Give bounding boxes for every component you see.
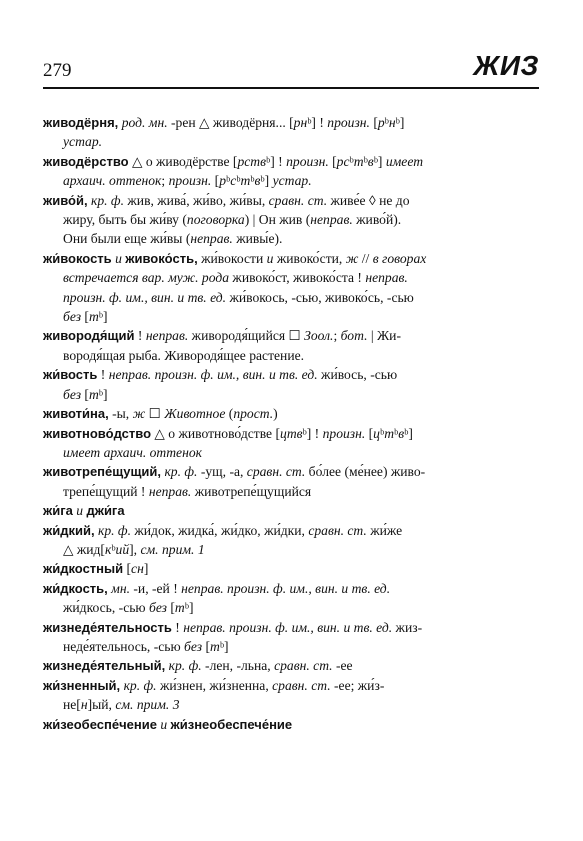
entry-continuation: без [тᵇ] — [63, 309, 108, 325]
dictionary-entry — [43, 501, 539, 520]
entry-continuation: встречается вар. муж. рода живоко́ст, живоко́ста ! неправ. — [63, 270, 408, 286]
entry-headline: жи́дкость, мн. -и, -ей ! неправ. произн. ф. им., вин. и тв. ед. — [43, 580, 391, 596]
entry-headline: жи́вость ! неправ. произн. ф. им., вин. и тв. ед. жи́вось, -сью — [43, 367, 398, 383]
entry-headline: живодёрня, род. мн. -рен △ живодёрня... [рнᵇ] ! произн. [рᵇнᵇ] — [43, 115, 405, 130]
entry-headline: жи́дкостный [сн] — [43, 561, 149, 577]
entry-headline: живородя́щий ! неправ. живородя́щийся ☐ Зоол.; бот. | Жи- — [43, 328, 401, 344]
entry-headline: живодёрство △ о живодёрстве [рствᵇ] ! произн. [рсᵇтᵇвᵇ] имеет — [43, 153, 424, 169]
entry-list — [43, 113, 539, 734]
entry-continuation: неде́ятельнось, -сью без [тᵇ] — [63, 638, 229, 654]
dictionary-entry — [43, 559, 539, 578]
dictionary-entry — [43, 365, 539, 404]
dictionary-entry — [43, 618, 539, 657]
entry-continuation: △ жид[кᵇий], см. прим. 1 — [63, 541, 205, 557]
entry-headline: живо́й, кр. ф. жив, жива́, жи́во, жи́вы, сравн. ст. живе́е ◊ не до — [43, 192, 410, 208]
entry-continuation: без [тᵇ] — [63, 386, 108, 402]
dictionary-entry — [43, 326, 539, 365]
entry-headline: жи́вокость и живоко́сть, жи́вокости и живоко́сти, ж // в говорах — [43, 250, 427, 266]
entry-headline: жизнеде́ятельный, кр. ф. -лен, -льна, сравн. ст. -ее — [43, 658, 353, 674]
entry-continuation: Они были еще жи́вы (неправ. живы́е). — [63, 231, 283, 247]
dictionary-entry — [43, 579, 539, 618]
dictionary-entry — [43, 191, 539, 249]
entry-continuation: трепе́щущий ! неправ. животрепе́щущийся — [63, 483, 312, 499]
dictionary-entry — [43, 521, 539, 560]
dictionary-entry — [43, 656, 539, 675]
entry-continuation: не[н]ый, см. прим. 3 — [63, 697, 180, 713]
entry-continuation: жи́дкось, -сью без [тᵇ] — [63, 600, 194, 616]
entry-continuation: вородя́щая рыба. Живородя́щее растение. — [63, 347, 305, 363]
page-header — [43, 52, 539, 84]
entry-headline: животново́дство △ о животново́дстве [цтвᵇ] ! произн. [цᵇтᵇвᵇ] — [43, 425, 413, 441]
page-number: 279 — [43, 60, 72, 81]
dictionary-entry — [43, 715, 539, 734]
dictionary-entry — [43, 462, 539, 501]
entry-headline: жи́га и джи́га — [43, 503, 125, 519]
entry-continuation: устар. — [63, 134, 103, 150]
entry-headline: жи́зненный, кр. ф. жи́знен, жи́зненна, сравн. ст. -ее; жи́з- — [43, 677, 385, 693]
running-head: ЖИЗ — [473, 50, 539, 81]
entry-headline: жи́дкий, кр. ф. жи́док, жидка́, жи́дко, жи́дки, сравн. ст. жи́же — [43, 522, 403, 538]
entry-continuation: имеет архаич. оттенок — [63, 444, 202, 460]
dictionary-entry — [43, 676, 539, 715]
dictionary-entry — [43, 113, 539, 152]
entry-continuation: жиру, быть бы жи́ву (поговорка) | Он жив (неправ. живо́й). — [63, 212, 402, 228]
entry-headline: жи́зеобеспе́чение и жи́знеобеспече́ние — [43, 716, 293, 732]
entry-headline: животи́на, -ы, ж ☐ Животное (прост.) — [43, 406, 278, 422]
dictionary-entry — [43, 404, 539, 423]
entry-headline: жизнеде́ятельность ! неправ. произн. ф. им., вин. и тв. ед. жиз- — [43, 619, 423, 635]
header-rule — [43, 87, 539, 89]
dictionary-entry — [43, 424, 539, 463]
entry-headline: животрепе́щущий, кр. ф. -ущ, -а, сравн. ст. бо́лее (ме́нее) живо- — [43, 464, 426, 480]
entry-continuation: произн. ф. им., вин. и тв. ед. жи́вокось, -сью, живоко́сь, -сью — [63, 289, 414, 305]
dictionary-entry — [43, 249, 539, 327]
entry-continuation: архаич. оттенок; произн. [рᵇсᵇтᵇвᵇ] устар. — [63, 173, 312, 189]
dictionary-entry — [43, 152, 539, 191]
